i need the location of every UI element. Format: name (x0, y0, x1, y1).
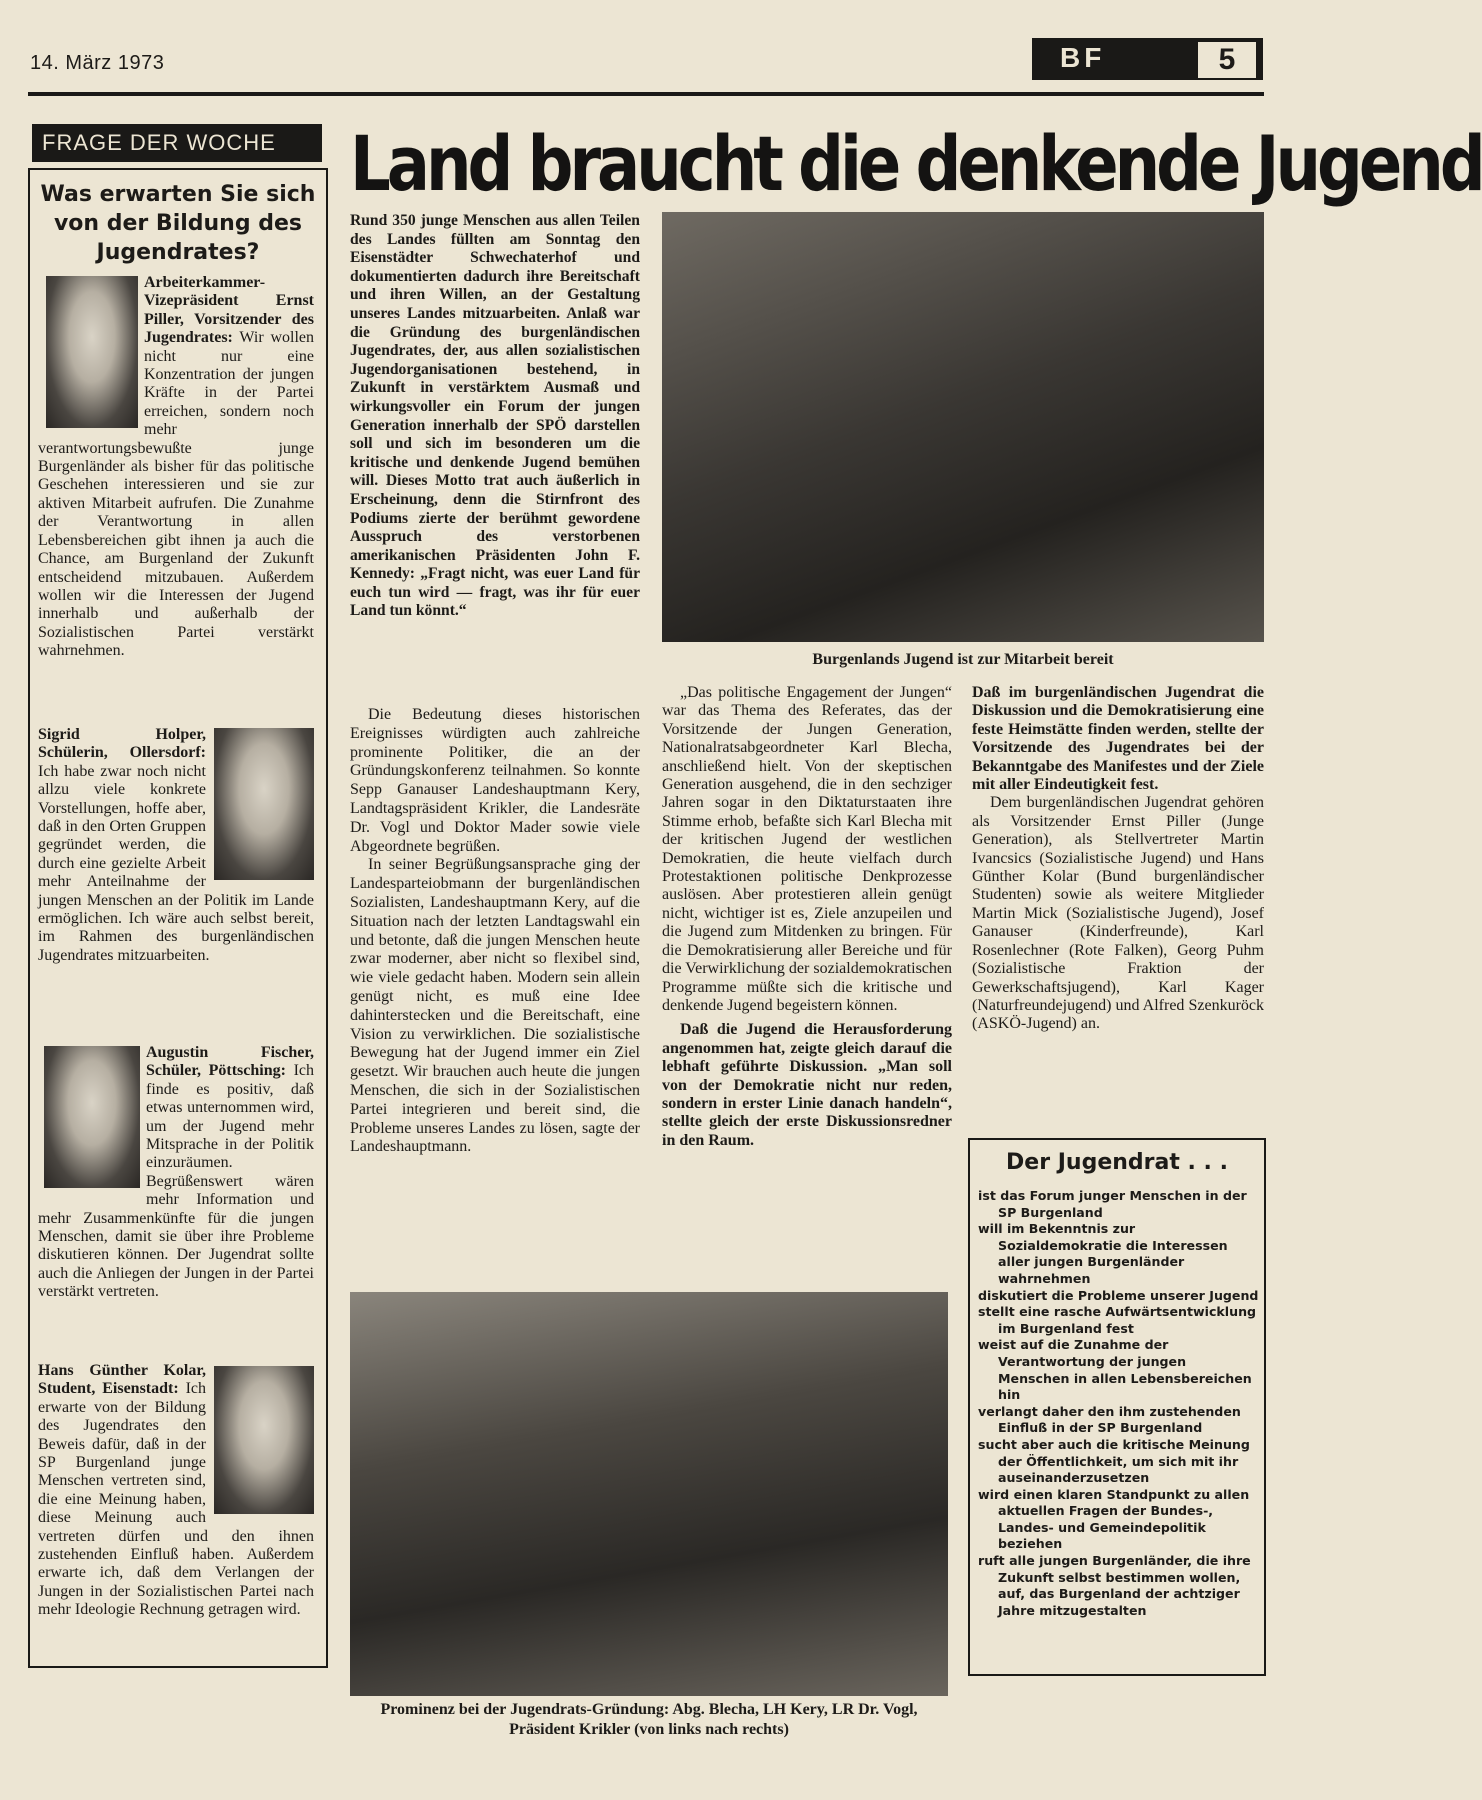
jugendrat-list-item (978, 1188, 1260, 1221)
interview-text: Ich finde es positiv, daß etwas unternommen wird, um der Jugend mehr Mitsprache in der Politik einzuräumen. Begrüßenswert wären mehr Information und mehr Zusammenkünfte für die jungen Menschen, damit sie über ihre Probleme diskutieren können. Der Jugendrat sollte auch die Anliegen der Jungen in der Partei verstärkt vertreten. (38, 1062, 314, 1301)
jugendrat-item-verb: ist (978, 1188, 1001, 1203)
jugendrat-list-item (978, 1304, 1260, 1337)
jugendrat-item-text: das Forum junger Menschen in der SP Burgenland (998, 1188, 1247, 1220)
kicker-frage-der-woche: FRAGE DER WOCHE (32, 124, 322, 162)
jugendrat-item-verb: stellt (978, 1304, 1020, 1320)
article-paragraph: Dem burgenländischen Jugendrat gehören als Vorsitzender Ernst Piller (Junge Generation), als Stellvertreter Martin Ivancsics (Sozialistische Jugend) und Hans Günther Kolar (Bund burgenländischer Studenten) sowie als weitere Mitglieder Martin Mick (Sozialistische Jugend), Josef Ganauser (Kinderfreunde), Karl Rosenlechner (Rote Falken), Georg Puhm (Sozialistische Fraktion der Gewerkschaftsjugend), Karl Kager (Naturfreundejugend) und Alfred Szenkuröck (ASKÖ-Jugend) an. (972, 794, 1264, 1033)
jugendrat-list-item (978, 1437, 1260, 1487)
jugendrat-item-verb: diskutiert (978, 1287, 1052, 1303)
jugendrat-list-item (978, 1487, 1260, 1553)
interviewee-name: Sigrid Holper, Schülerin, Ollersdorf: (38, 726, 206, 762)
caption-photo-1: Burgenlands Jugend ist zur Mitarbeit bereit (812, 651, 1114, 668)
header-rule (28, 92, 1264, 96)
jugendrat-item-verb: sucht (978, 1436, 1022, 1452)
jugendrat-item-text: alle jungen Burgenländer, die ihre Zukunft selbst bestimmen wollen, auf, das Burgenland der achtziger Jahre mitzugestalten (998, 1553, 1251, 1618)
interviewee-name: Arbeiterkammer-Vizepräsident Ernst Piller, Vorsitzender des Jugendrates: (144, 274, 314, 347)
article-paragraph: Daß im burgenländischen Jugendrat die Diskussion und die Demokratisierung eine feste Heimstätte finden werden, stellte der Vorsitzende des Jugendrates bei der Bekanntgabe des Manifestes und der Ziele mit aller Eindeutigkeit fest. (972, 684, 1264, 794)
article-lead: Rund 350 junge Menschen aus allen Teilen des Landes füllten am Sonntag den Eisenstädter Schwechaterhof und dokumentierten dadurch ihre Bereitschaft und ihren Willen, an der Gestaltung unseres Landes mitzuarbeiten. Anlaß war die Gründung des burgenländischen Jugendrates, der, aus allen sozialistischen Jugendorganisationen bestehend, in Zukunft in verstärktem Ausmaß und wirkungsvoller ein Forum der jungen Generation innerhalb der SPÖ darstellen soll und sich im besonderen um die kritische und denkende Jugend bemühen will. Dieses Motto trat auch äußerlich in Erscheinung, denn die Stirnfront des Podiums zierte der berühmt gewordene Ausspruch des verstorbenen amerikanischen Präsidenten John F. Kennedy: „Fragt nicht, was euer Land für euch tun wird — fragt, was ihr für euer Land tun könnt.“ (350, 212, 640, 620)
issue-date: 14. März 1973 (30, 52, 165, 74)
jugendrat-list-item (978, 1337, 1260, 1403)
interview-text: Ich habe zwar noch nicht allzu viele konkrete Vorstellungen, hoffe aber, daß in den Orten Gruppen gegründet werden, die durch eine gezielte Arbeit mehr Anteilnahme der jungen Menschen an der Politik im Lande ermöglichen. Ich wäre auch selbst bereit, im Rahmen des burgenländischen Jugendrates mitzuarbeiten. (38, 762, 314, 964)
jugendrat-item-text: eine rasche Aufwärtsentwicklung im Burgenland fest (998, 1304, 1257, 1336)
photo-politicians (350, 1292, 948, 1696)
article-paragraph: „Das politische Engagement der Jungen“ war das Thema des Referates, das der Vorsitzende der Jungen Generation, Nationalratsabgeordneter Karl Blecha, anschließend hielt. Von der skeptischen Generation ausgehend, die in den sechziger Jahren sogar in den Diktaturstaaten ihre Stimme erhob, befaßte sich Karl Blecha mit der kritischen Jugend der westlichen Demokratien, die heute vielfach durch Protestaktionen politische Denkprozesse auslösen. Aber protestieren allein genügt nicht, wichtiger ist es, Ziele anzupeilen und die Jugend zum Mitdenken zu bringen. Für die Demokratisierung aller Bereiche und für die Verwirklichung der sozialdemokratischen Programme müßte sich die kritische und denkende Jugend begeistern können. (662, 684, 952, 1014)
interviewee-name: Augustin Fischer, Schüler, Pöttsching: (146, 1044, 314, 1080)
jugendrat-item-text: daher den ihm zustehenden Einfluß in der SP Burgenland (998, 1403, 1241, 1436)
jugendrat-item-verb: weist (978, 1337, 1021, 1353)
interview-text: Wir wollen nicht nur eine Konzentration der jungen Kräfte in der Partei erreichen, sondern noch mehr verantwortungsbewußte junge Burgenländer als bisher für das politische Geschehen interessieren und sie zur aktiven Mitarbeit aufrufen. Die Zunahme der Verantwortung in allen Lebensbereichen gibt ihnen ja auch die Chance, am Burgenland der Zukunft entscheidend mitzubauen. Außerdem wollen wir die Interessen der Jugend innerhalb und außerhalb der Sozialistischen Partei verstärkt wahrnehmen. (38, 329, 314, 660)
page-number: 5 (1196, 40, 1258, 80)
interview-text: Ich erwarte von der Bildung des Jugendrates den Beweis dafür, daß in der SP Burgenland junge Menschen vertreten sind, die eine Meinung haben, diese Meinung auch vertreten dürfen und den ihnen zustehenden Einfluß haben. Außerdem erwarte ich, daß dem Verlangen der Jungen in der Sozialistischen Partei nach mehr Ideologie Rechnung getragen wird. (38, 1380, 314, 1619)
article-paragraph: Daß die Jugend die Herausforderung angenommen hat, zeigte gleich darauf die lebhaft geführte Diskussion. „Man soll von der Demokratie nicht nur reden, sondern in erster Linie danach handeln“, stellte gleich der erste Diskussionsredner in den Raum. (662, 1021, 952, 1149)
article-paragraph: In seiner Begrüßungsansprache ging der Landesparteiobmann der burgenländischen Sozialisten, Landeshauptmann Kery, auf die Situation nach der letzten Landtagswahl ein und betonte, daß die jungen Menschen heute zwar moderner, aber nicht so flexibel sind, wie viele gedacht haben. Modern sein allein genügt nicht, es muß eine Idee dahinterstecken und die Bereitschaft, eine Vision zu verwirklichen. Die sozialistische Bewegung hat der Jugend immer ein Ziel gesetzt. Wir brauchen auch heute die jungen Menschen, die sich in der Sozialistischen Partei integrieren und bereit sind, die Probleme unseres Landes zu lösen, sagte der Landeshauptmann. (350, 856, 640, 1156)
interview-kolar (38, 1362, 314, 1620)
article-col3 (662, 684, 952, 1150)
interview-fischer (38, 1044, 314, 1302)
interview-holper (38, 726, 314, 965)
jugendrat-item-text: auf die Zunahme der Verantwortung der jungen Menschen in allen Lebensbereichen hin (998, 1337, 1252, 1403)
jugendrat-item-text: im Bekenntnis zur Sozialdemokratie die Interessen aller jungen Burgenländer wahrnehmen (998, 1221, 1228, 1286)
jugendrat-item-text: aber auch die kritische Meinung der Öffentlichkeit, um sich mit ihr auseinanderzusetzen (998, 1436, 1250, 1486)
jugendrat-box-title: Der Jugendrat . . . (1006, 1150, 1228, 1175)
jugendrat-list-item (978, 1404, 1260, 1437)
jugendrat-item-verb: will (978, 1221, 1007, 1237)
question-heading: Was erwarten Sie sich von der Bildung des Jugendrates? (40, 182, 316, 265)
jugendrat-item-verb: verlangt (978, 1403, 1043, 1419)
jugendrat-list-item (978, 1553, 1260, 1619)
interviewee-name: Hans Günther Kolar, Student, Eisenstadt: (38, 1362, 206, 1398)
jugendrat-list (978, 1188, 1260, 1619)
jugendrat-item-text: einen klaren Standpunkt zu allen aktuellen Fragen der Bundes-, Landes- und Gemeindepolitik beziehen (998, 1486, 1250, 1552)
jugendrat-item-text: die Probleme unserer Jugend (1051, 1287, 1259, 1303)
headline: Land braucht die denkende Jugend (350, 121, 1482, 209)
caption-photo-2: Prominenz bei der Jugendrats-Gründung: Abg. Blecha, LH Kery, LR Dr. Vogl, Präsident Krikler (von links nach rechts) (380, 1701, 918, 1738)
interview-piller (38, 274, 314, 661)
jugendrat-item-verb: wird (978, 1486, 1014, 1502)
photo-young-audience (662, 212, 1264, 642)
jugendrat-list-item (978, 1221, 1260, 1287)
jugendrat-item-verb: ruft (978, 1553, 1010, 1569)
section-label: BF (1060, 42, 1106, 73)
article-paragraph: Die Bedeutung dieses historischen Ereignisses würdigten auch zahlreiche prominente Politiker, die an der Gründungskonferenz teilnahmen. So konnte Sepp Ganauser Landeshauptmann Kery, Landtagspräsident Krikler, die Landesräte Dr. Vogl und Doktor Mader sowie viele Abgeordnete begrüßen. (350, 706, 640, 855)
jugendrat-list-item (978, 1288, 1260, 1305)
article-col4 (972, 684, 1264, 1034)
article-col2 (350, 706, 640, 1157)
